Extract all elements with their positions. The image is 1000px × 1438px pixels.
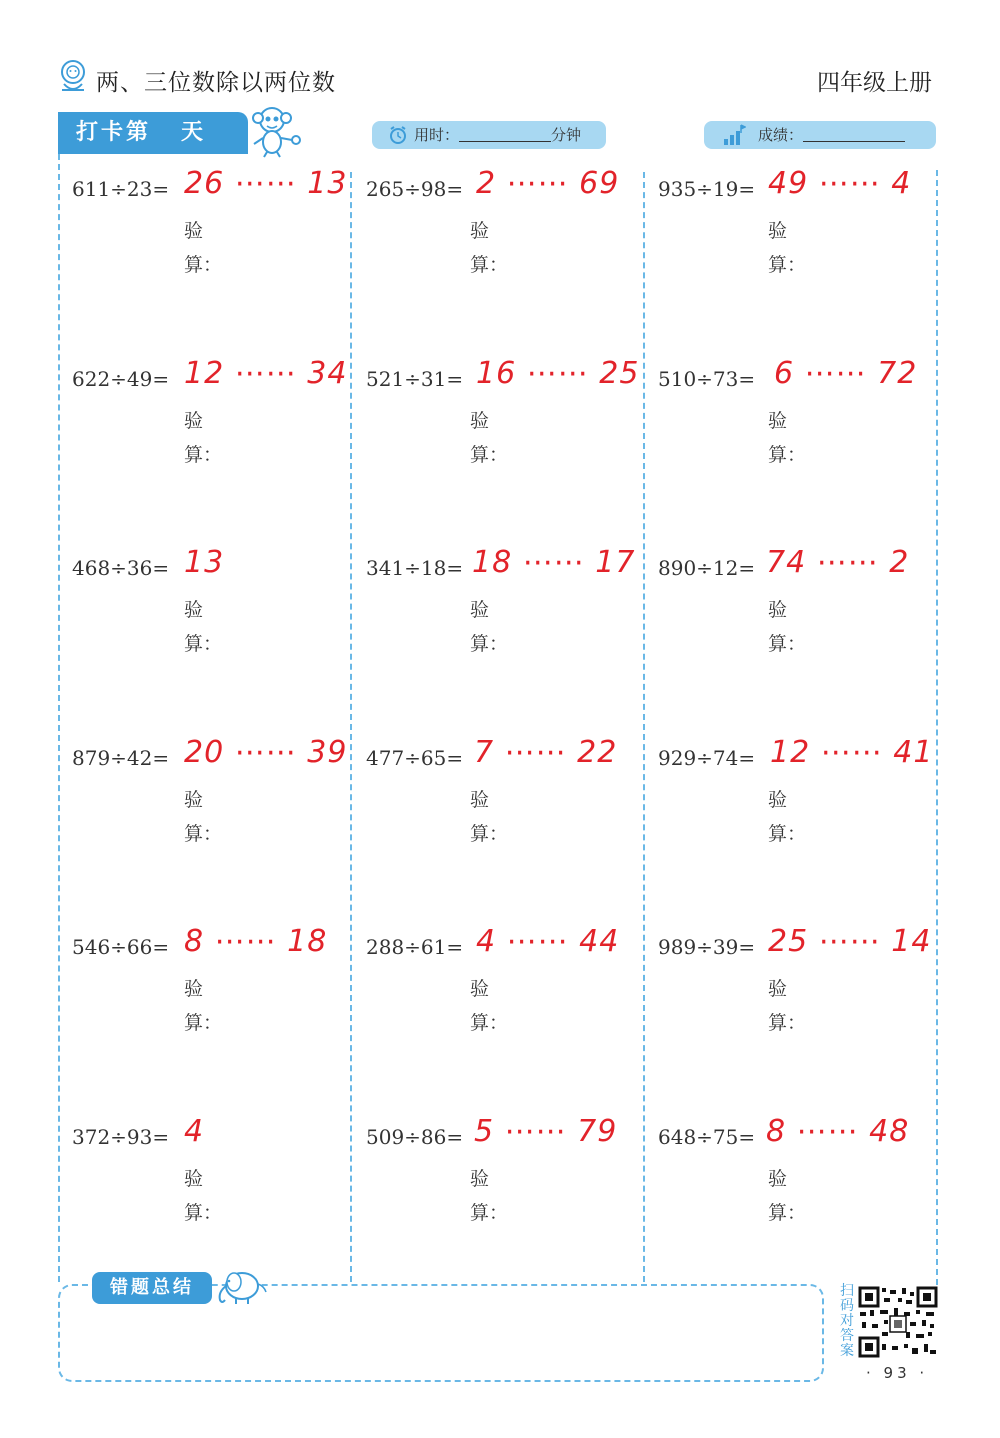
check-label-1: 验	[470, 978, 490, 1000]
check-label-2: 算：	[470, 633, 509, 655]
answer: 16 ⋯⋯ 25	[476, 356, 640, 391]
equation: 890÷12=	[658, 556, 756, 580]
scan-answer-label: 扫码对答案	[840, 1283, 854, 1359]
equation: 265÷98=	[366, 177, 464, 201]
check-label-2: 算：	[768, 254, 807, 276]
check-label-2: 算：	[184, 823, 223, 845]
problem-card	[366, 545, 646, 673]
lion-logo-icon	[58, 58, 88, 94]
qr-code-icon[interactable]	[858, 1286, 938, 1358]
answer: 8 ⋯⋯ 48	[766, 1114, 910, 1149]
check-label-2: 算：	[184, 444, 223, 466]
time-blank[interactable]	[459, 123, 551, 142]
problem-card	[658, 1114, 938, 1242]
equation: 648÷75=	[658, 1125, 756, 1149]
equation: 879÷42=	[72, 746, 170, 770]
score-label: 成绩：	[758, 126, 804, 144]
equation: 372÷93=	[72, 1125, 170, 1149]
problem-card	[72, 735, 352, 863]
answer: 4 ⋯⋯ 44	[476, 924, 620, 959]
check-label-1: 验	[184, 220, 204, 242]
answer: 20 ⋯⋯ 39	[184, 735, 348, 770]
equation: 989÷39=	[658, 935, 756, 959]
check-label-2: 算：	[184, 633, 223, 655]
equation: 611÷23=	[72, 177, 170, 201]
answer: 5 ⋯⋯ 79	[474, 1114, 618, 1149]
error-summary-label: 错题总结	[92, 1272, 212, 1304]
check-label-1: 验	[184, 1168, 204, 1190]
check-label-2: 算：	[768, 444, 807, 466]
check-label-1: 验	[768, 220, 788, 242]
check-label-2: 算：	[470, 823, 509, 845]
problem-card	[72, 1114, 352, 1242]
equation: 509÷86=	[366, 1125, 464, 1149]
column-divider	[350, 172, 352, 1282]
check-label-2: 算：	[768, 1202, 807, 1224]
check-label-1: 验	[470, 789, 490, 811]
problem-card	[366, 356, 646, 484]
checkin-prefix: 打卡第	[76, 120, 152, 145]
equation: 477÷65=	[366, 746, 464, 770]
problem-card	[366, 1114, 646, 1242]
problem-card	[658, 545, 938, 673]
checkin-day-tab	[58, 112, 248, 154]
equation: 521÷31=	[366, 367, 464, 391]
problem-card	[658, 735, 938, 863]
answer: 18 ⋯⋯ 17	[472, 545, 636, 580]
answer: 25 ⋯⋯ 14	[768, 924, 932, 959]
equation: 929÷74=	[658, 746, 756, 770]
check-label-2: 算：	[184, 1202, 223, 1224]
check-label-1: 验	[768, 410, 788, 432]
check-label-2: 算：	[470, 444, 509, 466]
check-label-2: 算：	[768, 823, 807, 845]
problem-card	[366, 924, 646, 1052]
check-label-2: 算：	[470, 1012, 509, 1034]
answer: 26 ⋯⋯ 13	[184, 166, 348, 201]
equation: 288÷61=	[366, 935, 464, 959]
score-field[interactable]	[704, 121, 936, 149]
elephant-icon	[214, 1266, 268, 1306]
check-label-2: 算：	[470, 1202, 509, 1224]
problem-card	[72, 924, 352, 1052]
page-number: · 93 ·	[866, 1364, 929, 1382]
check-label-1: 验	[768, 599, 788, 621]
problem-card	[658, 166, 938, 294]
check-label-2: 算：	[768, 633, 807, 655]
equation: 468÷36=	[72, 556, 170, 580]
score-blank[interactable]	[803, 123, 905, 142]
problem-card	[72, 166, 352, 294]
check-label-1: 验	[768, 789, 788, 811]
time-label: 用时：	[414, 126, 460, 144]
grade-label: 四年级上册	[817, 70, 932, 96]
answer: 6 ⋯⋯ 72	[774, 356, 918, 391]
time-field[interactable]	[372, 121, 606, 149]
answer: 49 ⋯⋯ 4	[768, 166, 912, 201]
equation: 510÷73=	[658, 367, 756, 391]
answer: 13	[184, 545, 225, 580]
equation: 546÷66=	[72, 935, 170, 959]
monkey-mascot-icon	[248, 104, 304, 158]
answer: 8 ⋯⋯ 18	[184, 924, 328, 959]
alarm-clock-icon	[388, 125, 408, 145]
page-title: 两、三位数除以两位数	[96, 70, 336, 96]
equation: 341÷18=	[366, 556, 464, 580]
problem-card	[658, 924, 938, 1052]
check-label-1: 验	[470, 220, 490, 242]
checkin-suffix: 天	[181, 120, 207, 145]
check-label-1: 验	[184, 789, 204, 811]
problem-card	[366, 735, 646, 863]
time-unit: 分钟	[551, 126, 582, 144]
check-label-2: 算：	[184, 254, 223, 276]
problem-card	[72, 356, 352, 484]
check-label-2: 算：	[184, 1012, 223, 1034]
column-divider	[643, 172, 645, 1282]
answer: 74 ⋯⋯ 2	[766, 545, 910, 580]
check-label-1: 验	[184, 599, 204, 621]
check-label-1: 验	[768, 978, 788, 1000]
check-label-2: 算：	[768, 1012, 807, 1034]
answer: 7 ⋯⋯ 22	[474, 735, 618, 770]
frame-left-border	[58, 154, 60, 1282]
answer: 12 ⋯⋯ 34	[184, 356, 348, 391]
answer: 2 ⋯⋯ 69	[476, 166, 620, 201]
check-label-1: 验	[184, 410, 204, 432]
answer: 4	[184, 1114, 205, 1149]
problem-card	[72, 545, 352, 673]
check-label-1: 验	[470, 1168, 490, 1190]
score-chart-icon	[722, 123, 746, 147]
check-label-2: 算：	[470, 254, 509, 276]
answer: 12 ⋯⋯ 41	[770, 735, 934, 770]
problem-card	[658, 356, 938, 484]
frame-right-border	[936, 170, 938, 1285]
check-label-1: 验	[768, 1168, 788, 1190]
check-label-1: 验	[470, 599, 490, 621]
check-label-1: 验	[184, 978, 204, 1000]
equation: 935÷19=	[658, 177, 756, 201]
problem-card	[366, 166, 646, 294]
equation: 622÷49=	[72, 367, 170, 391]
check-label-1: 验	[470, 410, 490, 432]
